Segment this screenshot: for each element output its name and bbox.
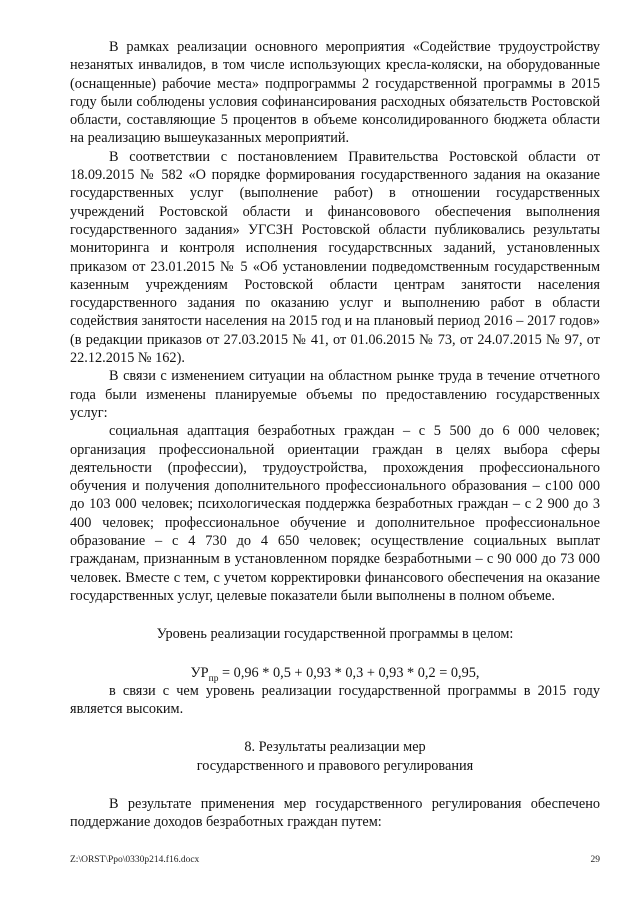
level-formula bbox=[70, 664, 600, 682]
paragraph-state-assignment: В соответствии с постановлением Правительства Ростовской области от 18.09.2015 № 582 «О порядке формирования государственного задания на оказание государственных услуг (выполнение работ) в отношении государственных учреждений Ростовской области и финансовового обеспечения выполнения государственного задания» УГСЗН Ростовской области публиковались результаты мониторинга и контроля исполнения государствснных заданий, установленных приказом от 23.01.2015 № 5 «Об установлении подведомственным государственным казенным учреждениям Ростовской области центрам занятости населения государственного задания по оказанию услуг и выполнению работ в области содействия занятости населения на 2015 год и на плановый период 2016 – 2017 годов» (в редакции приказов от 27.03.2015 № 41, от 01.06.2015 № 73, от 24.07.2015 № 97, от 22.12.2015 № 162). bbox=[70, 148, 600, 367]
paragraph-cofinancing: В рамках реализации основного мероприятия «Содействие трудоустройству незанятых инвалидов, в том числе использующих кресла-коляски, на оборудованные (оснащенные) рабочие места» подпрограммы 2 государственной программы в 2015 году были соблюдены условия софинансирования расходных обязательств Ростовской области, составляющие 5 процентов в объеме консолидированного бюджета области на реализацию вышеуказанных мероприятий. bbox=[70, 39, 600, 147]
section-heading-line2: государственного и правового регулирования bbox=[196, 757, 474, 774]
paragraph-regulation-results: В результате применения мер государственного регулирования обеспечено поддержание доходов безработных граждан путем: bbox=[70, 795, 600, 831]
page-number: 29 bbox=[590, 855, 600, 865]
footer-file-path: Z:\ORST\Ppo\0330p214.f16.docx bbox=[70, 855, 200, 865]
level-heading: Уровень реализации государственной программы в целом: bbox=[156, 626, 514, 643]
formula-lhs: УР bbox=[190, 664, 209, 681]
formula-subscript: пр bbox=[208, 673, 219, 684]
paragraph-level-conclusion: в связи с чем уровень реализации государственной программы в 2015 году является высоким. bbox=[70, 682, 600, 718]
section-heading-line1: 8. Результаты реализации мер bbox=[244, 739, 426, 756]
paragraph-service-volumes: социальная адаптация безработных граждан – с 5 500 до 6 000 человек; организация профессиональной ориентации граждан в целях выбора сферы деятельности (профессии), трудоустройства, прохождения профессионального обучения и получения дополнительного профессионального образования – с100 000 до 103 000 человек; психологическая поддержка безработных граждан – с 2 900 до 3 400 человек; профессиональное обучение и дополнительное профессиональное образование – с 4 730 до 4 650 человек; осуществление социальных выплат гражданам, признанным в установленном порядке безработными – с 90 000 до 73 000 человек. Вместе с тем, с учетом корректировки финансового обеспечения на оказание государственных услуг, целевые показатели были выполнены в полном объеме. bbox=[70, 423, 600, 604]
paragraph-labor-market: В связи с изменением ситуации на областном рынке труда в течение отчетного года были изменены планируемые объемы по предоставлению государственных услуг: bbox=[70, 368, 600, 421]
formula-rhs: = 0,96 * 0,5 + 0,93 * 0,3 + 0,93 * 0,2 = 0,95, bbox=[218, 664, 480, 681]
page-body bbox=[70, 38, 600, 832]
